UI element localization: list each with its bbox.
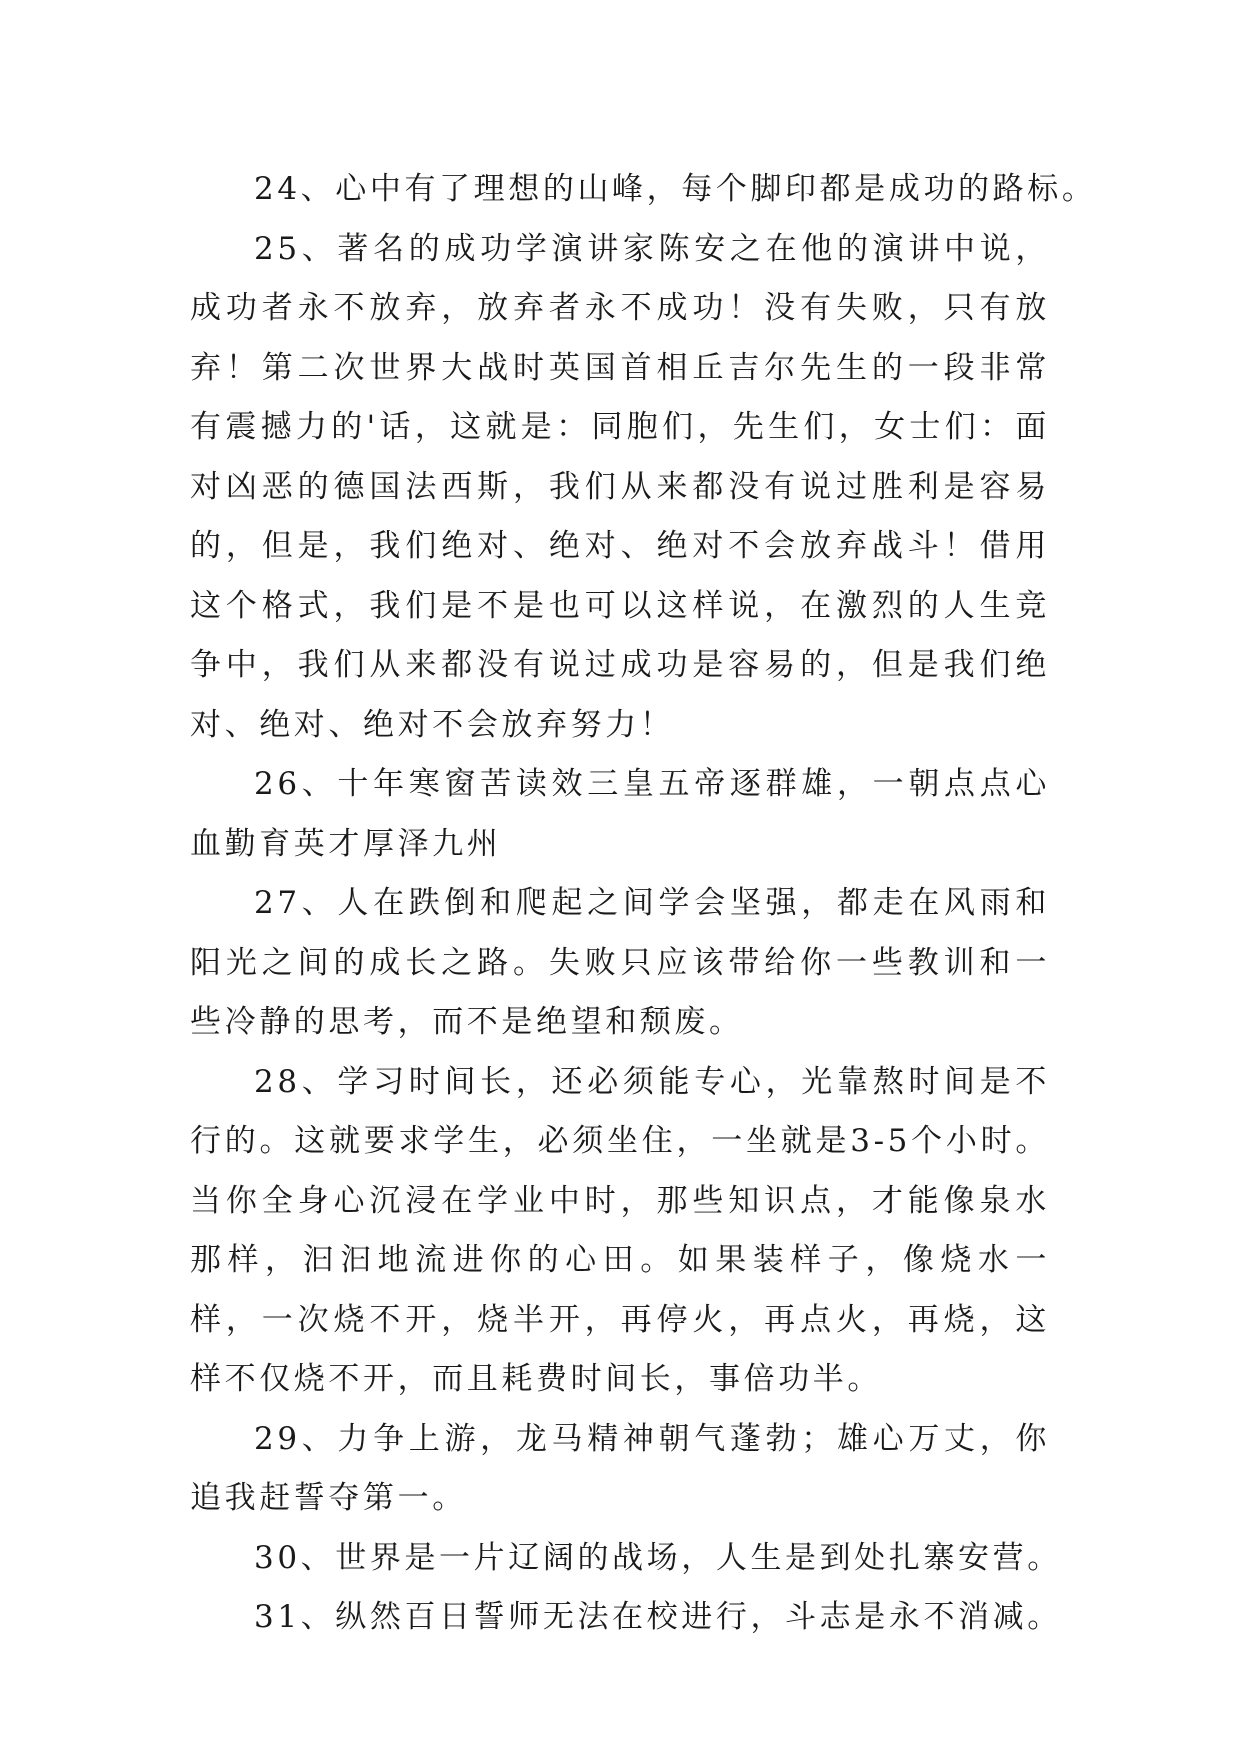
paragraph-31: 31、纵然百日誓师无法在校进行，斗志是永不消减。 xyxy=(254,1599,1062,1635)
paragraph-29: 29、力争上游，龙马精神朝气蓬勃；雄心万丈，你追我赶誓夺第一。 xyxy=(190,1420,1050,1516)
paragraph-27: 27、人在跌倒和爬起之间学会坚强，都走在风雨和阳光之间的成长之路。失败只应该带给你一些教训和一些冷静的思考，而不是绝望和颓废。 xyxy=(190,885,1050,1040)
paragraph-24: 24、心中有了理想的山峰，每个脚印都是成功的路标。 xyxy=(254,171,1097,207)
paragraph-28: 28、学习时间长，还必须能专心，光靠熬时间是不行的。这就要求学生，必须坐住，一坐就是3-5个小时。当你全身心沉浸在学业中时，那些知识点，才能像泉水那样，汩汩地流进你的心田。如果装样子，像烧水一样，一次烧不开，烧半开，再停火，再点火，再烧，这样不仅烧不开，而且耗费时间长，事倍功半。 xyxy=(190,1063,1050,1397)
paragraph-25: 25、著名的成功学演讲家陈安之在他的演讲中说，成功者永不放弃，放弃者永不成功！没有失败，只有放弃！第二次世界大战时英国首相丘吉尔先生的一段非常有震撼力的'话，这就是：同胞们，先生们，女士们：面对凶恶的德国法西斯，我们从来都没有说过胜利是容易的，但是，我们绝对、绝对、绝对不会放弃战斗！借用这个格式，我们是不是也可以这样说，在激烈的人生竞争中，我们从来都没有说过成功是容易的，但是我们绝对、绝对、绝对不会放弃努力！ xyxy=(190,230,1050,743)
paragraph-26: 26、十年寒窗苦读效三皇五帝逐群雄，一朝点点心血勤育英才厚泽九州 xyxy=(190,766,1050,862)
document-body xyxy=(190,160,1097,1648)
paragraph-30: 30、世界是一片辽阔的战场，人生是到处扎寨安营。 xyxy=(254,1539,1062,1576)
